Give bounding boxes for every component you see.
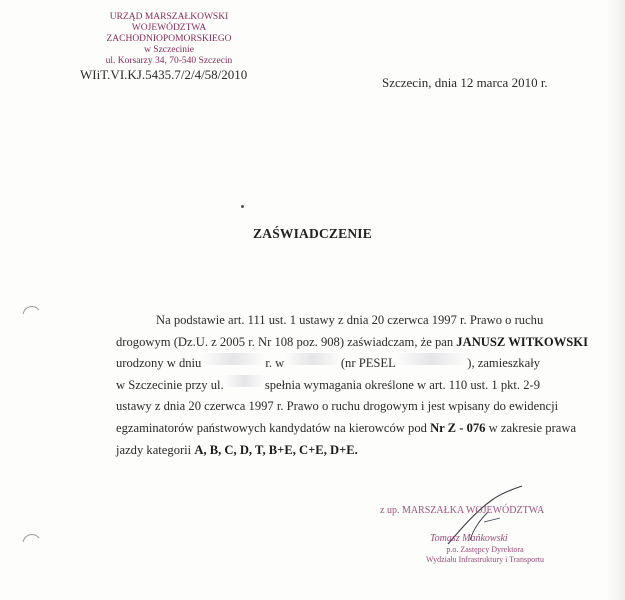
office-stamp [74,12,264,67]
stamp-line-1: URZĄD MARSZAŁKOWSKI [109,12,229,22]
body-text: urodzony w dniu [116,356,202,371]
body-text: jazdy kategorii [116,442,192,457]
signatory-position [420,545,550,565]
body-line-1 [116,310,544,332]
person-name: JANUSZ WITKOWSKI [456,334,588,349]
certificate-body [116,310,588,461]
punch-hole-mark [20,530,42,546]
stamp-line-3: w Szczecinie [144,45,194,55]
ink-dot [241,205,244,208]
body-text: w zakresie prawa [488,420,577,435]
body-text: egzaminatorów państwowych kandydatów na kierowców pod [116,420,427,435]
position-line-1: p.o. Zastępcy Dyrektora [446,545,524,554]
redacted-street [224,375,265,387]
body-line-3 [116,353,540,375]
body-line-5 [116,396,559,418]
redacted-pesel [396,353,467,365]
registry-number: Nr Z - 076 [430,420,486,435]
body-text: r. w [265,356,285,371]
body-text: w Szczecinie przy ul. [116,377,224,392]
scan-edge-shadow [607,0,625,600]
place-date: Szczecin, dnia 12 marca 2010 r. [382,75,548,90]
signature-authority: z up. MARSZAŁKA WOJEWÓDZTWA [380,505,545,516]
punch-hole-mark [20,302,42,318]
redacted-birth-date [201,353,265,365]
body-text: spełnia wymagania określone w art. 110 ust. 1 pkt. 2-9 [264,377,540,392]
body-text: (nr PESEL [340,356,396,371]
redacted-birth-place [284,353,341,365]
reference-number: WIiT.VI.KJ.5435.7/2/4/58/2010 [80,67,248,82]
document-title: ZAŚWIADCZENIE [253,226,372,241]
body-line-7 [116,440,540,462]
body-text: ), zamieszkały [467,356,540,371]
body-line-2 [116,332,588,354]
body-line-6 [116,418,577,440]
body-text: drogowym (Dz.U. z 2005 r. Nr 108 poz. 908) zaświadczam, że pan [116,334,454,349]
body-text: Na podstawie art. 111 ust. 1 ustawy z dnia 20 czerwca 1997 r. Prawo o ruchu [156,313,544,327]
stamp-line-4: ul. Korsarzy 34, 70-540 Szczecin [105,56,233,66]
body-text: ustawy z dnia 20 czerwca 1997 r. Prawo o ruchu drogowym i jest wpisany do ewidencji [116,399,559,414]
signatory-name: Tomasz Mańkowski [430,533,508,544]
body-line-4 [116,375,540,397]
stamp-line-2: WOJEWÓDZTWA ZACHODNIOPOMORSKIEGO [106,23,232,44]
position-line-2: Wydziału Infrastruktury i Transportu [426,555,544,564]
license-categories: A, B, C, D, T, B+E, C+E, D+E. [194,442,358,457]
